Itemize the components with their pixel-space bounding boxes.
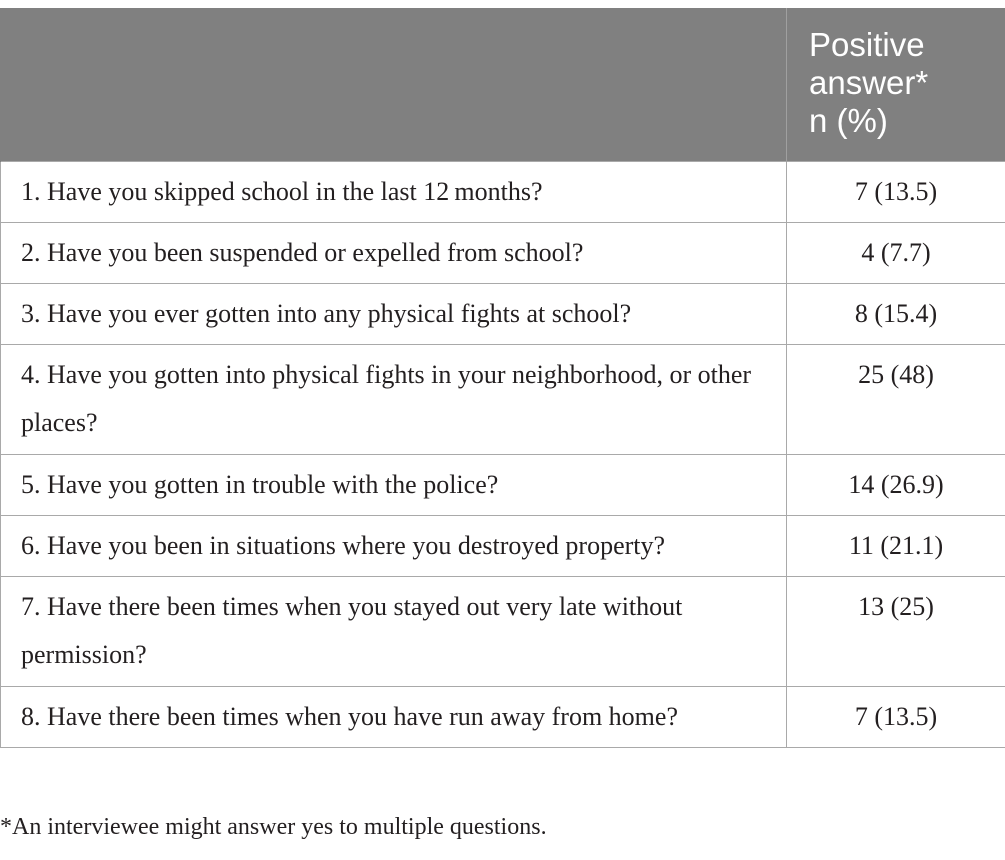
value-cell: 4 (7.7) bbox=[787, 222, 1005, 283]
question-cell: 6. Have you been in situations where you destroyed property? bbox=[1, 515, 787, 576]
table-row bbox=[1, 515, 1005, 576]
table-row bbox=[1, 576, 1005, 686]
value-cell: 11 (21.1) bbox=[787, 515, 1005, 576]
question-cell: 4. Have you gotten into physical fights in your neighborhood, or other places? bbox=[1, 344, 787, 454]
question-cell: 3. Have you ever gotten into any physical fights at school? bbox=[1, 283, 787, 344]
value-cell: 14 (26.9) bbox=[787, 454, 1005, 515]
header-line: Positive bbox=[809, 26, 925, 63]
value-cell: 25 (48) bbox=[787, 344, 1005, 454]
value-cell: 7 (13.5) bbox=[787, 686, 1005, 747]
header-line: answer* bbox=[809, 64, 929, 101]
table-footnote: *An interviewee might answer yes to multiple questions. bbox=[0, 814, 547, 840]
table-row bbox=[1, 686, 1005, 747]
question-cell: 8. Have there been times when you have run away from home? bbox=[1, 686, 787, 747]
value-cell: 7 (13.5) bbox=[787, 161, 1005, 222]
table-row bbox=[1, 454, 1005, 515]
questionnaire-table bbox=[0, 8, 1005, 748]
question-cell: 5. Have you gotten in trouble with the police? bbox=[1, 454, 787, 515]
header-row bbox=[1, 8, 1005, 161]
value-cell: 8 (15.4) bbox=[787, 283, 1005, 344]
table-row bbox=[1, 283, 1005, 344]
question-cell: 1. Have you skipped school in the last 12 months? bbox=[1, 161, 787, 222]
value-cell: 13 (25) bbox=[787, 576, 1005, 686]
table-row bbox=[1, 344, 1005, 454]
table-header bbox=[1, 8, 1005, 161]
table-row bbox=[1, 161, 1005, 222]
table-row bbox=[1, 222, 1005, 283]
question-cell: 7. Have there been times when you stayed out very late without permission? bbox=[1, 576, 787, 686]
header-line: n (%) bbox=[809, 102, 888, 139]
question-cell: 2. Have you been suspended or expelled from school? bbox=[1, 222, 787, 283]
table-body bbox=[1, 161, 1005, 747]
positive-answer-column-header bbox=[787, 8, 1005, 161]
table-container bbox=[0, 8, 1005, 748]
question-column-header bbox=[1, 8, 787, 161]
